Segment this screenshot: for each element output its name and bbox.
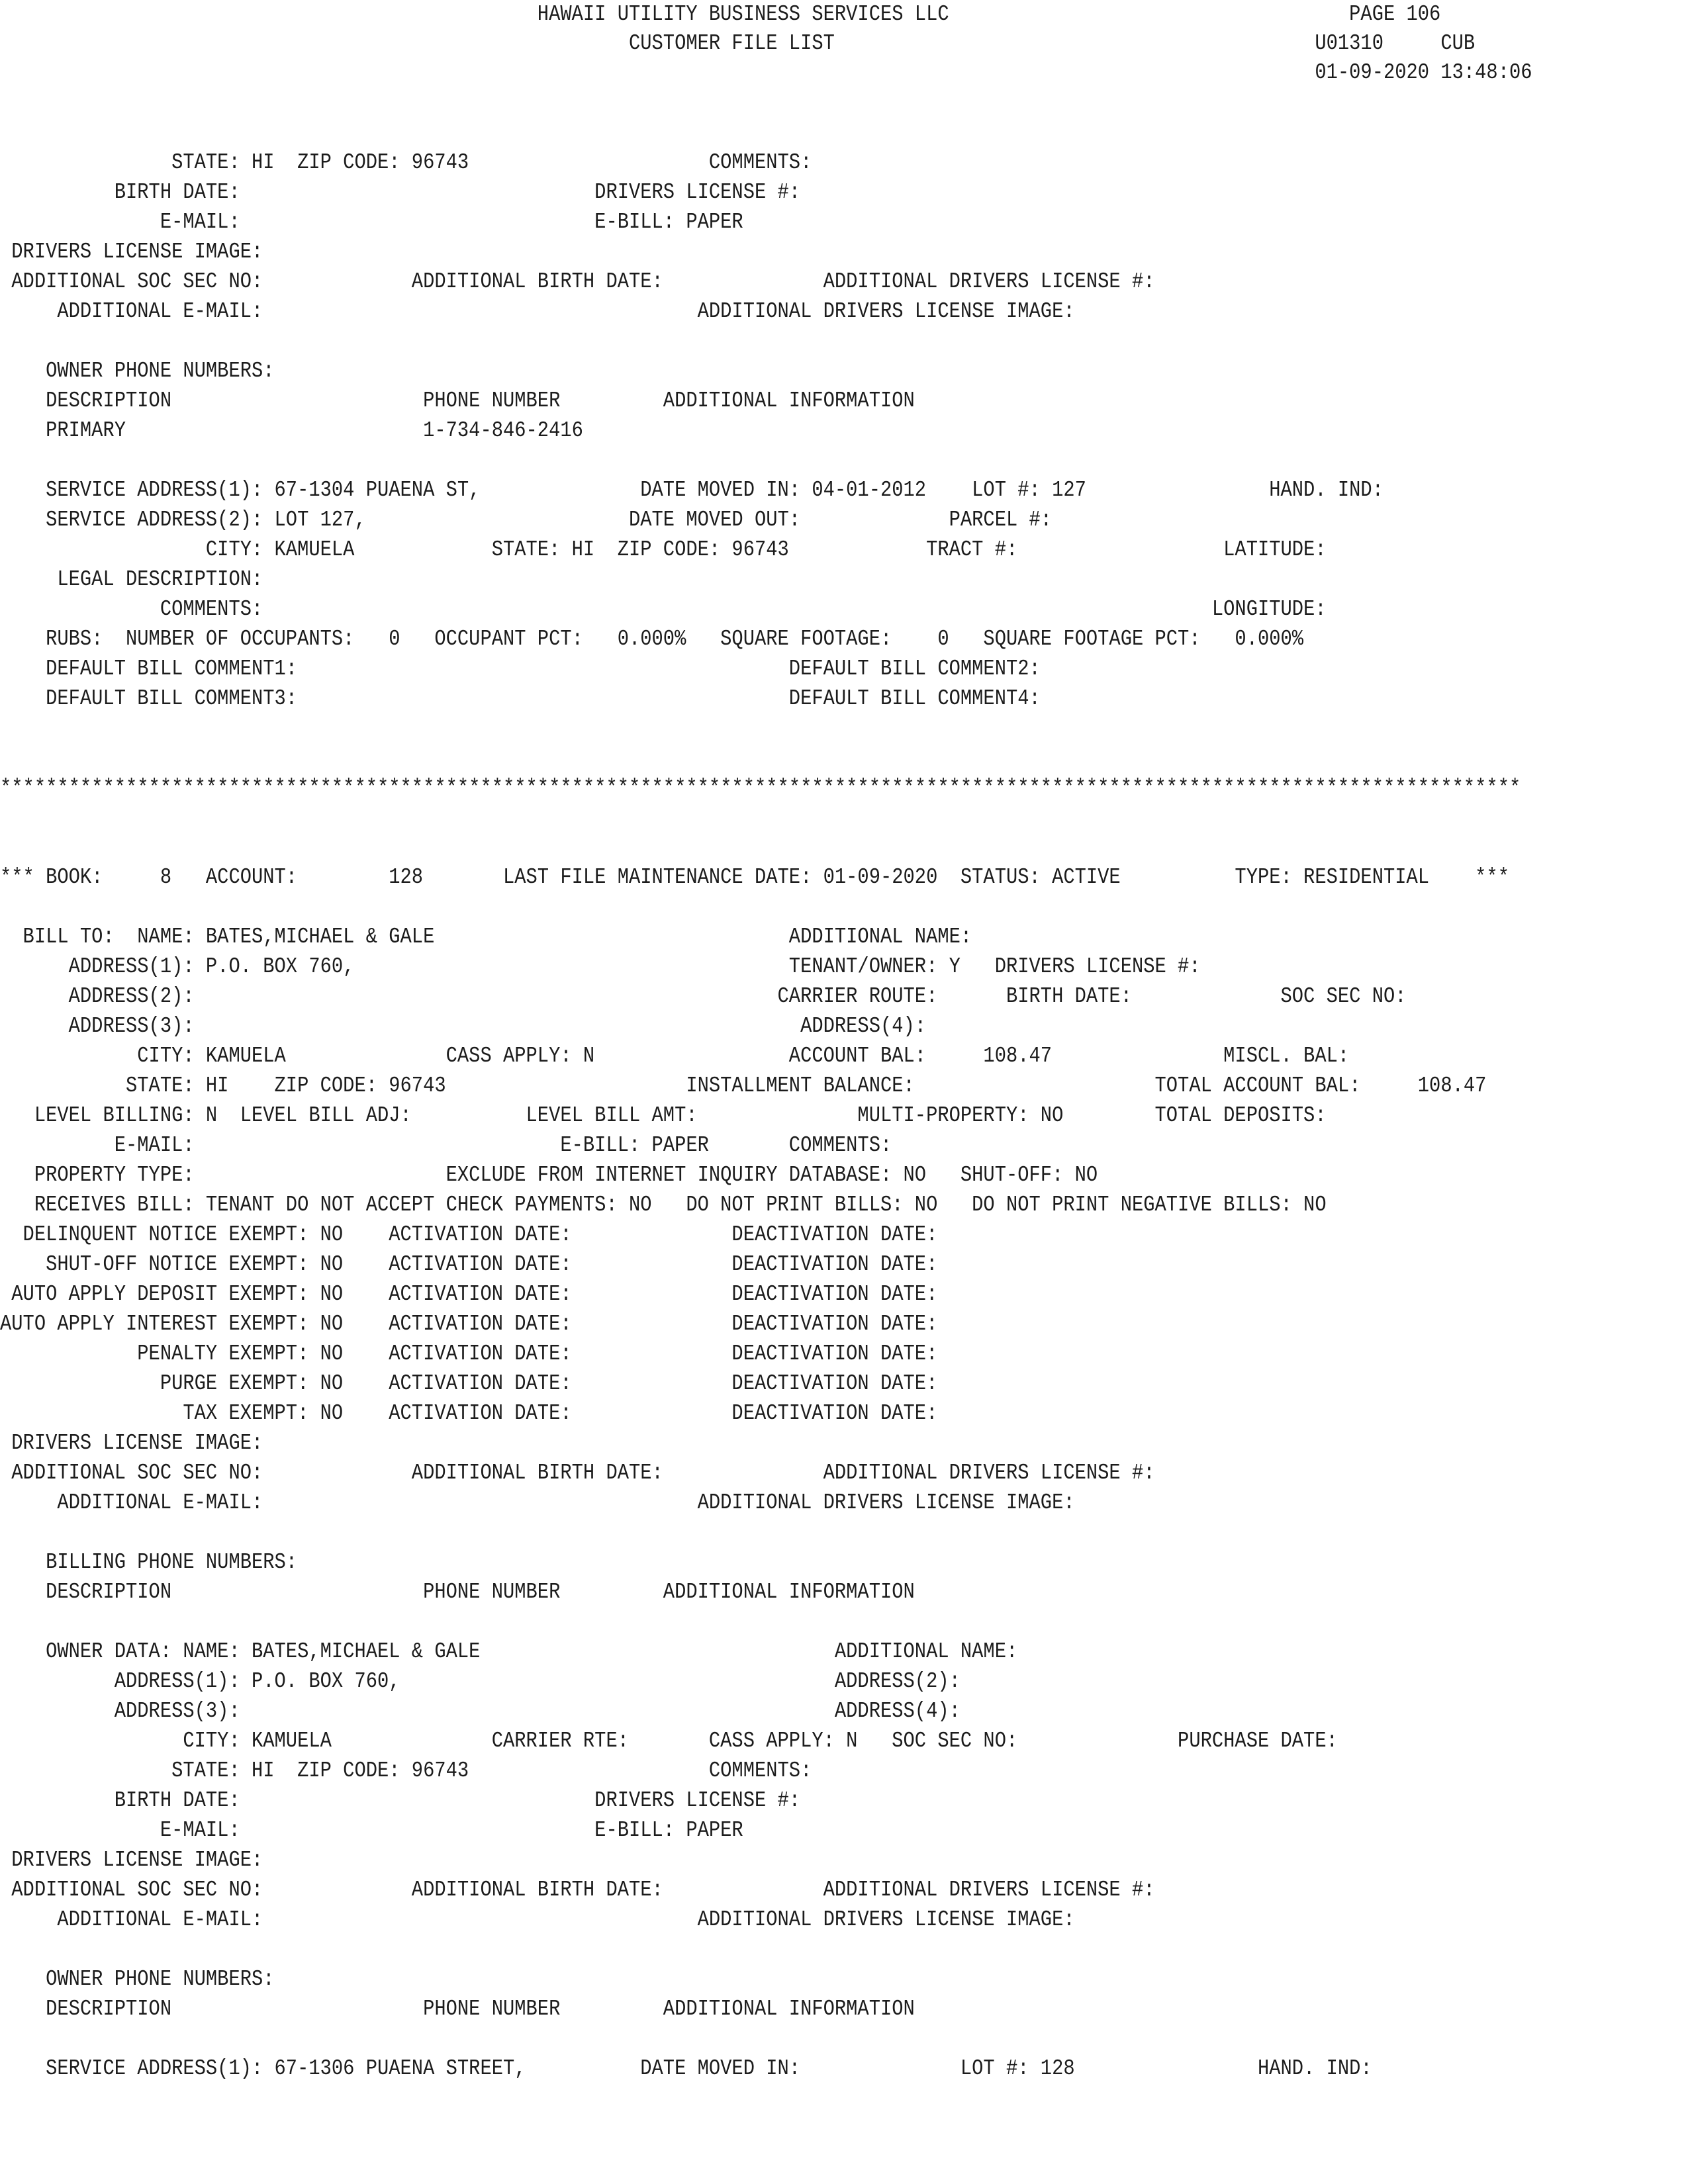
report-line: DELINQUENT NOTICE EXEMPT: NO ACTIVATION DATE: DEACTIVATION DATE: xyxy=(0,1222,938,1248)
report-line: ADDITIONAL SOC SEC NO: ADDITIONAL BIRTH DATE: ADDITIONAL DRIVERS LICENSE #: xyxy=(0,1461,1155,1486)
report-separator: ************************************************************************************************************************************* xyxy=(0,776,1521,801)
report-line: BIRTH DATE: DRIVERS LICENSE #: xyxy=(0,180,801,205)
report-line: SERVICE ADDRESS(2): LOT 127, DATE MOVED OUT: PARCEL #: xyxy=(0,508,1053,533)
report-line: DRIVERS LICENSE IMAGE: xyxy=(0,1848,263,1873)
report-line: STATE: HI ZIP CODE: 96743 COMMENTS: xyxy=(0,150,812,175)
report-line: ADDITIONAL SOC SEC NO: ADDITIONAL BIRTH DATE: ADDITIONAL DRIVERS LICENSE #: xyxy=(0,269,1155,295)
report-line: BILLING PHONE NUMBERS: xyxy=(0,1550,298,1575)
report-line: SERVICE ADDRESS(1): 67-1304 PUAENA ST, DATE MOVED IN: 04-01-2012 LOT #: 127 HAND. IND: xyxy=(0,478,1383,503)
report-line: DRIVERS LICENSE IMAGE: xyxy=(0,1431,263,1456)
report-line: CITY: KAMUELA CASS APPLY: N ACCOUNT BAL: 108.47 MISCL. BAL: xyxy=(0,1044,1350,1069)
report-line: BIRTH DATE: DRIVERS LICENSE #: xyxy=(0,1788,801,1813)
report-line: RECEIVES BILL: TENANT DO NOT ACCEPT CHECK PAYMENTS: NO DO NOT PRINT BILLS: NO DO NOT PRINT NEGATIVE BILLS: NO xyxy=(0,1193,1327,1218)
report-line: ADDITIONAL SOC SEC NO: ADDITIONAL BIRTH DATE: ADDITIONAL DRIVERS LICENSE #: xyxy=(0,1878,1155,1903)
report-line: TAX EXEMPT: NO ACTIVATION DATE: DEACTIVATION DATE: xyxy=(0,1401,938,1426)
report-line: ADDRESS(1): P.O. BOX 760, ADDRESS(2): xyxy=(0,1669,961,1694)
report-line: SERVICE ADDRESS(1): 67-1306 PUAENA STREET, DATE MOVED IN: LOT #: 128 HAND. IND: xyxy=(0,2056,1372,2081)
report-line: CITY: KAMUELA CARRIER RTE: CASS APPLY: N SOC SEC NO: PURCHASE DATE: xyxy=(0,1729,1338,1754)
report-line: ADDITIONAL E-MAIL: ADDITIONAL DRIVERS LICENSE IMAGE: xyxy=(0,1907,1075,1933)
report-line: ADDRESS(2): CARRIER ROUTE: BIRTH DATE: SOC SEC NO: xyxy=(0,984,1407,1009)
report-line: PROPERTY TYPE: EXCLUDE FROM INTERNET INQUIRY DATABASE: NO SHUT-OFF: NO xyxy=(0,1163,1098,1188)
report-line: PURGE EXEMPT: NO ACTIVATION DATE: DEACTIVATION DATE: xyxy=(0,1371,938,1396)
report-line: PENALTY EXEMPT: NO ACTIVATION DATE: DEACTIVATION DATE: xyxy=(0,1342,938,1367)
report-line: ADDRESS(3): ADDRESS(4): xyxy=(0,1014,927,1039)
report-line: 01-09-2020 13:48:06 xyxy=(0,60,1532,85)
report-line: OWNER PHONE NUMBERS: xyxy=(0,1967,275,1992)
report-line: CITY: KAMUELA STATE: HI ZIP CODE: 96743 TRACT #: LATITUDE: xyxy=(0,537,1327,563)
report-line: RUBS: NUMBER OF OCCUPANTS: 0 OCCUPANT PCT: 0.000% SQUARE FOOTAGE: 0 SQUARE FOOTAGE PCT: 0.000% xyxy=(0,627,1304,652)
report-line: E-MAIL: E-BILL: PAPER xyxy=(0,1818,743,1843)
report-line: DEFAULT BILL COMMENT1: DEFAULT BILL COMMENT2: xyxy=(0,657,1041,682)
report-line: ADDITIONAL E-MAIL: ADDITIONAL DRIVERS LICENSE IMAGE: xyxy=(0,1490,1075,1516)
report-line: OWNER PHONE NUMBERS: xyxy=(0,359,275,384)
report-line: LEVEL BILLING: N LEVEL BILL ADJ: LEVEL BILL AMT: MULTI-PROPERTY: NO TOTAL DEPOSITS: xyxy=(0,1103,1327,1128)
report-line: ADDRESS(3): ADDRESS(4): xyxy=(0,1699,961,1724)
report-line: SHUT-OFF NOTICE EXEMPT: NO ACTIVATION DATE: DEACTIVATION DATE: xyxy=(0,1252,938,1277)
report-line: AUTO APPLY INTEREST EXEMPT: NO ACTIVATION DATE: DEACTIVATION DATE: xyxy=(0,1312,938,1337)
report-line: OWNER DATA: NAME: BATES,MICHAEL & GALE ADDITIONAL NAME: xyxy=(0,1639,1018,1664)
report-line: COMMENTS: LONGITUDE: xyxy=(0,597,1327,622)
report-line: STATE: HI ZIP CODE: 96743 INSTALLMENT BALANCE: TOTAL ACCOUNT BAL: 108.47 xyxy=(0,1073,1487,1099)
report-line: HAWAII UTILITY BUSINESS SERVICES LLC PAGE 106 xyxy=(0,2,1441,27)
report-line: BILL TO: NAME: BATES,MICHAEL & GALE ADDITIONAL NAME: xyxy=(0,925,972,950)
report-line: DRIVERS LICENSE IMAGE: xyxy=(0,240,263,265)
report-line: ADDRESS(1): P.O. BOX 760, TENANT/OWNER: Y DRIVERS LICENSE #: xyxy=(0,954,1201,979)
report-line: AUTO APPLY DEPOSIT EXEMPT: NO ACTIVATION DATE: DEACTIVATION DATE: xyxy=(0,1282,938,1307)
report-line: E-MAIL: E-BILL: PAPER xyxy=(0,210,743,235)
report-line: STATE: HI ZIP CODE: 96743 COMMENTS: xyxy=(0,1758,812,1784)
report-line: CUSTOMER FILE LIST U01310 CUB xyxy=(0,31,1476,56)
report-line: ADDITIONAL E-MAIL: ADDITIONAL DRIVERS LICENSE IMAGE: xyxy=(0,299,1075,324)
report-line: PRIMARY 1-734-846-2416 xyxy=(0,418,583,443)
account-header-line: *** BOOK: 8 ACCOUNT: 128 LAST FILE MAINTENANCE DATE: 01-09-2020 STATUS: ACTIVE TYPE: RESIDENTIAL *** xyxy=(0,865,1509,890)
report-line: E-MAIL: E-BILL: PAPER COMMENTS: xyxy=(0,1133,892,1158)
report-line: DEFAULT BILL COMMENT3: DEFAULT BILL COMMENT4: xyxy=(0,686,1041,711)
report-line: DESCRIPTION PHONE NUMBER ADDITIONAL INFORMATION xyxy=(0,1580,915,1605)
report-line: LEGAL DESCRIPTION: xyxy=(0,567,263,592)
report-line: DESCRIPTION PHONE NUMBER ADDITIONAL INFORMATION xyxy=(0,1997,915,2022)
report-line: DESCRIPTION PHONE NUMBER ADDITIONAL INFORMATION xyxy=(0,388,915,414)
